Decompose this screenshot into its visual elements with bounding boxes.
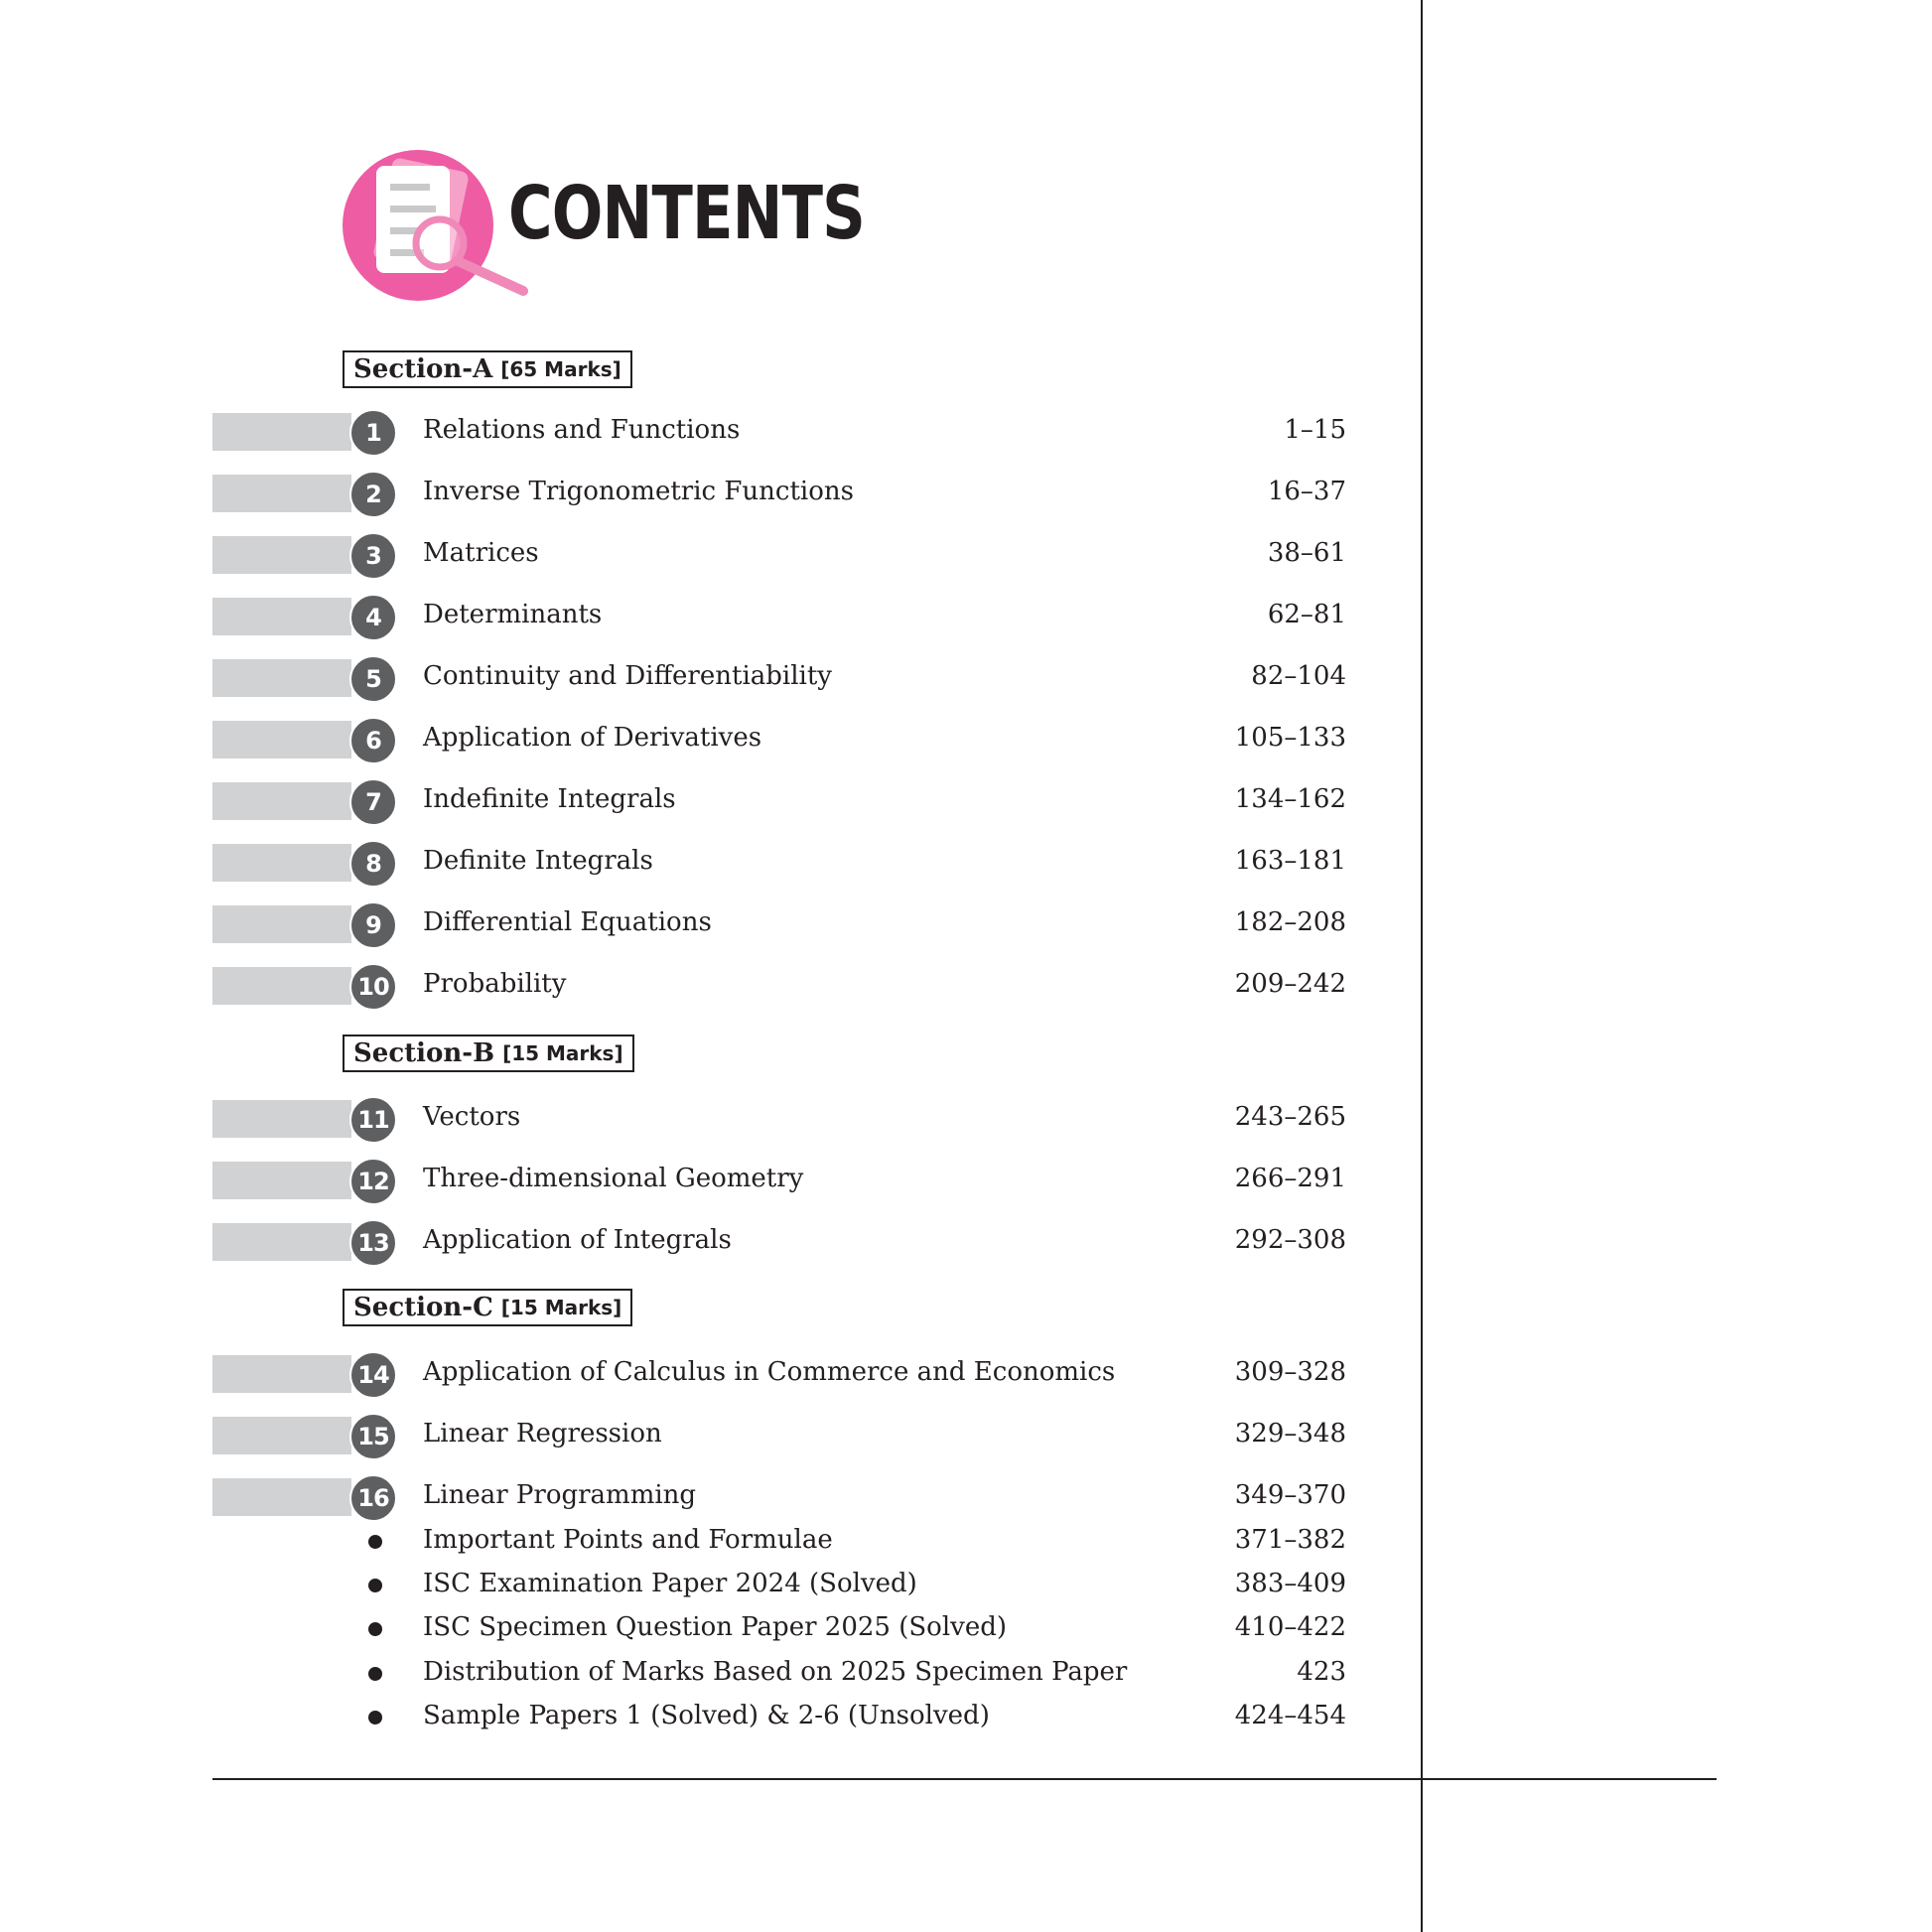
extra-item[interactable]: [0, 1695, 1390, 1734]
page-range: 182–208: [1234, 907, 1346, 937]
section-name: Section-B: [353, 1038, 495, 1068]
chapter-row[interactable]: [0, 653, 1390, 697]
row-bar: [212, 475, 351, 512]
row-bar: [212, 721, 351, 759]
section-marks: [65 Marks]: [500, 357, 621, 381]
bullet-icon: [368, 1667, 382, 1681]
page-range: 423: [1297, 1657, 1346, 1687]
page-range: 16–37: [1267, 477, 1346, 506]
bullet-icon: [368, 1711, 382, 1725]
chapter-row[interactable]: [0, 961, 1390, 1005]
chapter-title[interactable]: Matrices: [423, 538, 539, 568]
chapter-row[interactable]: [0, 899, 1390, 943]
section-header-c: [343, 1289, 632, 1326]
chapter-title[interactable]: Differential Equations: [423, 907, 712, 937]
row-bar: [212, 1100, 351, 1138]
chapter-title[interactable]: Linear Programming: [423, 1480, 697, 1510]
page-range: 1–15: [1284, 415, 1346, 445]
vertical-rule: [1421, 0, 1423, 1932]
page-range: 410–422: [1234, 1612, 1346, 1642]
row-bar: [212, 536, 351, 574]
chapter-number: 10: [349, 963, 397, 1011]
chapter-number: 12: [349, 1158, 397, 1205]
section-name: Section-A: [353, 354, 493, 384]
horizontal-rule: [212, 1778, 1717, 1780]
row-bar: [212, 413, 351, 451]
chapter-row[interactable]: [0, 1472, 1390, 1516]
chapter-number: 5: [349, 655, 397, 703]
row-bar: [212, 1162, 351, 1199]
page-range: 82–104: [1251, 661, 1346, 691]
page-range: 349–370: [1234, 1480, 1346, 1510]
extra-title[interactable]: Important Points and Formulae: [423, 1525, 833, 1555]
chapter-title[interactable]: Continuity and Differentiability: [423, 661, 832, 691]
extra-item[interactable]: [0, 1563, 1390, 1602]
row-bar: [212, 1417, 351, 1454]
row-bar: [212, 1478, 351, 1516]
page-range: 163–181: [1234, 846, 1346, 876]
page-range: 105–133: [1234, 723, 1346, 753]
section-header-a: [343, 350, 632, 388]
bullet-icon: [368, 1622, 382, 1636]
chapter-number: 4: [349, 594, 397, 641]
chapter-title[interactable]: Definite Integrals: [423, 846, 653, 876]
chapter-row[interactable]: [0, 1094, 1390, 1138]
chapter-row[interactable]: [0, 838, 1390, 882]
chapter-number: 9: [349, 901, 397, 949]
chapter-number: 15: [349, 1413, 397, 1460]
chapter-title[interactable]: Probability: [423, 969, 567, 999]
chapter-number: 1: [349, 409, 397, 457]
chapter-title[interactable]: Vectors: [423, 1102, 521, 1132]
row-bar: [212, 905, 351, 943]
chapter-row[interactable]: [0, 776, 1390, 820]
chapter-title[interactable]: Application of Calculus in Commerce and Economics: [423, 1357, 1116, 1387]
chapter-title[interactable]: Application of Derivatives: [423, 723, 762, 753]
chapter-title[interactable]: Determinants: [423, 600, 603, 629]
chapter-title[interactable]: Linear Regression: [423, 1419, 662, 1449]
chapter-number: 14: [349, 1351, 397, 1399]
chapter-number: 8: [349, 840, 397, 888]
extra-item[interactable]: [0, 1606, 1390, 1646]
page-range: 292–308: [1234, 1225, 1346, 1255]
chapter-title[interactable]: Application of Integrals: [423, 1225, 732, 1255]
chapter-row[interactable]: [0, 530, 1390, 574]
chapter-row[interactable]: [0, 1349, 1390, 1393]
chapter-number: 2: [349, 471, 397, 518]
chapter-title[interactable]: Indefinite Integrals: [423, 784, 676, 814]
page-range: 243–265: [1234, 1102, 1346, 1132]
chapter-row[interactable]: [0, 469, 1390, 512]
section-name: Section-C: [353, 1293, 493, 1322]
extra-title[interactable]: ISC Examination Paper 2024 (Solved): [423, 1569, 917, 1598]
extra-item[interactable]: [0, 1519, 1390, 1559]
document-magnifier-icon: [341, 148, 529, 307]
row-bar: [212, 967, 351, 1005]
page-range: 309–328: [1234, 1357, 1346, 1387]
page-range: 134–162: [1234, 784, 1346, 814]
page-title: CONTENTS: [508, 171, 866, 256]
chapter-title[interactable]: Three-dimensional Geometry: [423, 1164, 804, 1193]
row-bar: [212, 598, 351, 635]
chapter-row[interactable]: [0, 715, 1390, 759]
page-range: 424–454: [1234, 1701, 1346, 1730]
section-marks: [15 Marks]: [500, 1296, 622, 1319]
row-bar: [212, 1223, 351, 1261]
extra-title[interactable]: Distribution of Marks Based on 2025 Specimen Paper: [423, 1657, 1128, 1687]
page-range: 329–348: [1234, 1419, 1346, 1449]
chapter-number: 11: [349, 1096, 397, 1144]
row-bar: [212, 844, 351, 882]
page-range: 266–291: [1234, 1164, 1346, 1193]
row-bar: [212, 1355, 351, 1393]
chapter-row[interactable]: [0, 1156, 1390, 1199]
chapter-number: 13: [349, 1219, 397, 1267]
chapter-number: 7: [349, 778, 397, 826]
page-range: 38–61: [1267, 538, 1346, 568]
chapter-number: 6: [349, 717, 397, 764]
chapter-title[interactable]: Inverse Trigonometric Functions: [423, 477, 854, 506]
chapter-number: 16: [349, 1474, 397, 1522]
chapter-row[interactable]: [0, 407, 1390, 451]
extra-item[interactable]: [0, 1651, 1390, 1691]
extra-title[interactable]: ISC Specimen Question Paper 2025 (Solved): [423, 1612, 1007, 1642]
page-range: 371–382: [1234, 1525, 1346, 1555]
page-range: 209–242: [1234, 969, 1346, 999]
chapter-row[interactable]: [0, 1217, 1390, 1261]
extra-title[interactable]: Sample Papers 1 (Solved) & 2-6 (Unsolved): [423, 1701, 990, 1730]
chapter-row[interactable]: [0, 1411, 1390, 1454]
row-bar: [212, 659, 351, 697]
section-header-b: [343, 1035, 634, 1072]
bullet-icon: [368, 1579, 382, 1592]
chapter-number: 3: [349, 532, 397, 580]
page-range: 383–409: [1234, 1569, 1346, 1598]
bullet-icon: [368, 1535, 382, 1549]
page-range: 62–81: [1267, 600, 1346, 629]
section-marks: [15 Marks]: [502, 1041, 623, 1065]
chapter-title[interactable]: Relations and Functions: [423, 415, 741, 445]
row-bar: [212, 782, 351, 820]
chapter-row[interactable]: [0, 592, 1390, 635]
